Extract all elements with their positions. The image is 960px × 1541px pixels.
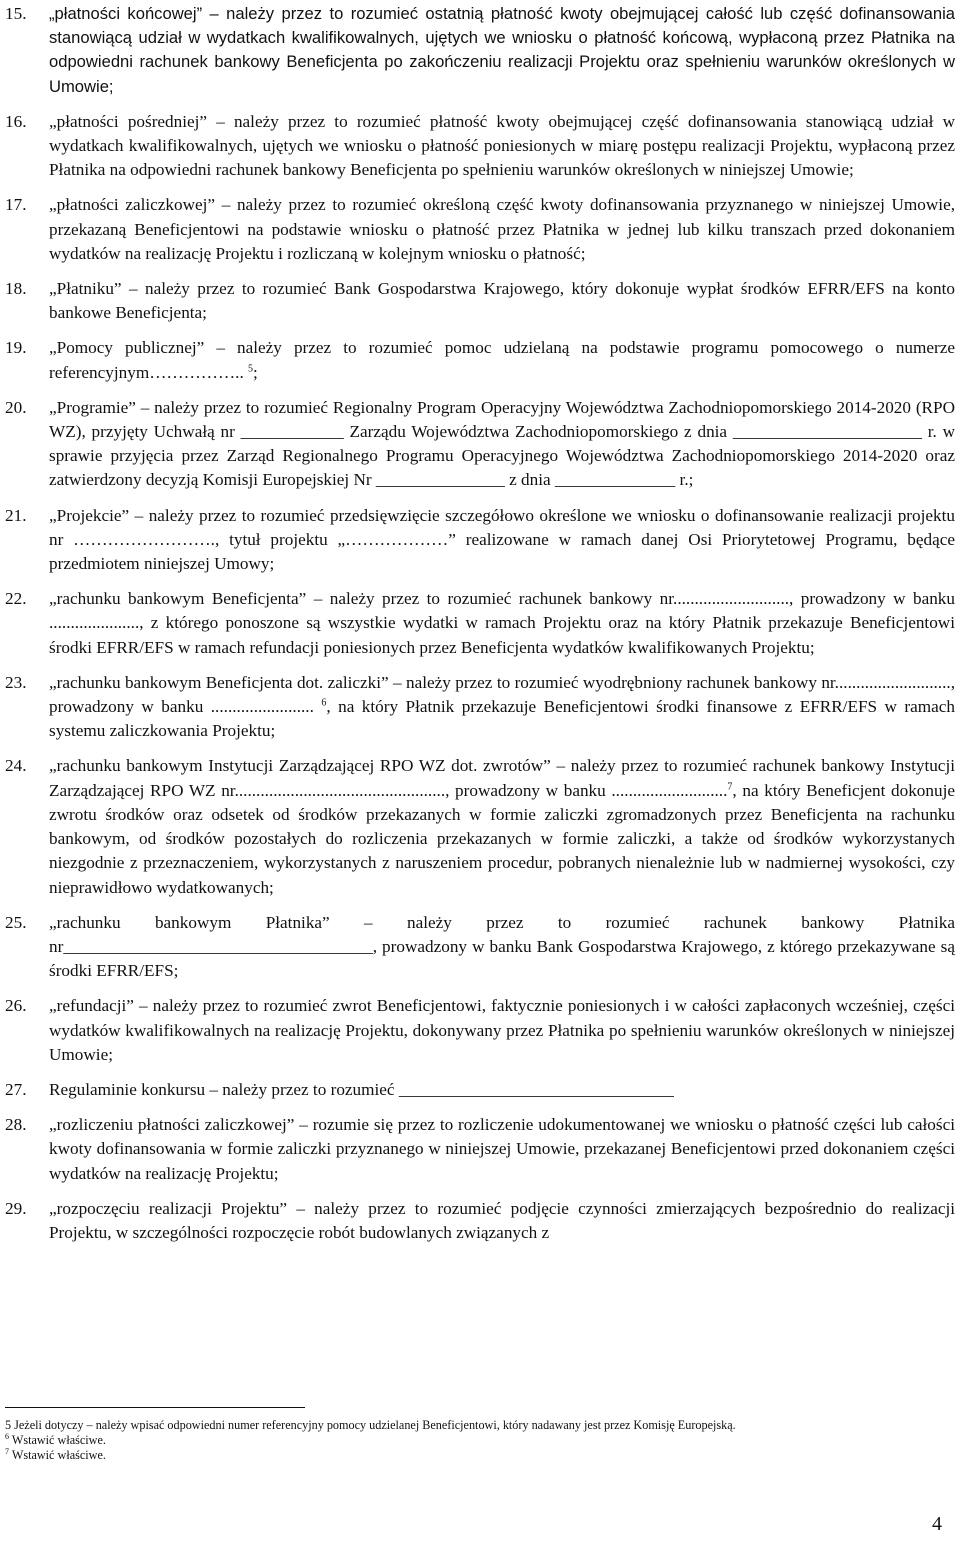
footnote (5, 1433, 955, 1448)
item-number: 28. (5, 1115, 27, 1135)
definition-item (5, 911, 955, 984)
item-text: „płatności zaliczkowej” – należy przez to rozumieć określoną część kwoty dofinansowania przyznanego w niniejszej Umowie, przekazaną Beneficjentowi na podstawie wniosku o płatność przez Płatnika w jednej lub kilku transzach przed dokonaniem wydatków na realizację Projektu i rozliczaną w kolejnym wniosku o płatność; (49, 195, 955, 263)
item-text-wrap (49, 754, 955, 899)
item-number: 17. (5, 195, 27, 215)
item-number: 18. (5, 279, 27, 299)
footnote-mark: 5 (5, 1418, 12, 1432)
definition-item (5, 336, 955, 384)
footnotes (5, 1418, 955, 1463)
item-number: 27. (5, 1079, 27, 1099)
item-number: 29. (5, 1198, 27, 1218)
footnote-separator (5, 1407, 305, 1408)
item-text: „Projekcie” – należy przez to rozumieć przedsięwzięcie szczegółowo określone we wniosku o dofinansowanie realizacji projektu nr ……………………., tytuł projektu „………………” realizowane w ramach danej Osi Priorytetowej Programu, będące przedmiotem niniejszej Umowy; (49, 505, 955, 574)
item-number: 25. (5, 912, 27, 932)
item-text: „rachunku bankowym Beneficjenta” – należy przez to rozumieć rachunek bankowy nr..........................., prowadzony w banku ....................., z którego ponoszone są wszystkie wydatki w ramach Projektu oraz na który Płatnik przekazuje Beneficjentowi środki EFRR/EFS w ramach refundacji poniesionych przez Beneficjenta wydatków kwalifikowanych Projektu; (49, 589, 955, 657)
item-number: 20. (5, 397, 27, 417)
item-text: „płatności końcowej” – należy przez to rozumieć ostatnią płatność kwoty obejmującej całość lub część dofinansowania stanowiącą udział w wydatkach kwalifikowalnych, ujętych we wniosku o płatność końcową, wypłaconą przez Płatnika na odpowiedni rachunek bankowy Beneficjenta po zakończeniu realizacji Projektu oraz spełnieniu warunków określonych w Umowie; (49, 4, 955, 96)
item-number: 23. (5, 672, 27, 692)
footnote-text: Wstawić właściwe. (11, 1448, 106, 1462)
item-text-tail: , na który Beneficjent dokonuje zwrotu środków oraz odsetek od środków przekazanych w formie zaliczki zgromadzonych przez Beneficjenta na rachunku bankowym, od środków pozostałych do rozliczenia przekazanych w formie zaliczki, a także od środków wykorzystanych niezgodnie z przeznaczeniem, wykorzystanych z naruszeniem procedur, pobranych nienależnie lub w nadmiernej wysokości, czy nieprawidłowo wydatkowanych; (49, 780, 955, 897)
item-number: 16. (5, 111, 27, 131)
footnote-text: Jeżeli dotyczy – należy wpisać odpowiedni numer referencyjny pomocy udzielanej Beneficjentowi, który nadawany jest przez Komisję Europejską. (14, 1418, 736, 1432)
definitions-list (5, 2, 955, 1256)
item-text: „Programie” – należy przez to rozumieć Regionalny Program Operacyjny Województwa Zachodniopomorskiego 2014-2020 (RPO WZ), przyjęty Uchwałą nr ____________ Zarządu Województwa Zachodniopomorskiego z dnia ______________________ r. w sprawie przyjęcia przez Zarząd Regionalnego Programu Operacyjnego Województwa Zachodniopomorskiego 2014-2020 oraz zatwierdzony decyzją Komisji Europejskiej Nr _______________ z dnia ______________ r.; (49, 397, 955, 490)
definition-item (5, 1078, 955, 1102)
item-number: 26. (5, 996, 27, 1016)
item-text: „płatności pośredniej” – należy przez to rozumieć płatność kwoty obejmującej część dofinansowania stanowiącą udział w wydatkach kwalifikowalnych, ujętych we wniosku o płatność poniesionych w miarę postępu realizacji Projektu, wypłaconą przez Płatnika na odpowiedni rachunek bankowy Beneficjenta po spełnieniu warunków określonych w niniejszej Umowie; (49, 111, 955, 180)
item-number: 21. (5, 505, 27, 525)
item-text: „Pomocy publicznej” – należy przez to rozumieć pomoc udzielaną na podstawie programu pomocowego o numerze referencyjnym…………….. (49, 338, 955, 382)
footnote (5, 1448, 955, 1463)
definition-item (5, 1197, 955, 1245)
item-text: „Płatniku” – należy przez to rozumieć Bank Gospodarstwa Krajowego, który dokonuje wypłat środków EFRR/EFS na konto bankowe Beneficjenta; (49, 279, 955, 323)
item-text: Regulaminie konkursu – należy przez to rozumieć ________________________________ (49, 1079, 674, 1099)
definition-item (5, 671, 955, 744)
definition-item (5, 754, 955, 899)
item-number: 24. (5, 756, 27, 776)
footnote-ref[interactable]: 5 (248, 362, 254, 374)
footnote-ref[interactable]: 6 (321, 697, 327, 709)
item-text: „refundacji” – należy przez to rozumieć zwrot Beneficjentowi, faktycznie poniesionych i w całości zapłaconych wcześniej, części wydatków kwalifikowalnych na realizację Projektu, dokonywany przez Płatnika po spełnieniu warunków określonych w niniejszej Umowie; (49, 996, 955, 1064)
item-text: „rozpoczęciu realizacji Projektu” – należy przez to rozumieć podjęcie czynności zmierzających bezpośrednio do realizacji Projektu, w szczególności rozpoczęcie robót budowlanych związanych z (49, 1198, 955, 1242)
item-text: „rachunku bankowym Instytucji Zarządzającej RPO WZ dot. zwrotów” – należy przez to rozumieć rachunek bankowy Instytucji Zarządzającej RPO WZ nr................................................., prowadzony w banku ........................... (49, 756, 955, 800)
footnote-text: Wstawić właściwe. (11, 1433, 106, 1447)
definition-item (5, 193, 955, 266)
definition-item (5, 587, 955, 660)
item-text-wrap (49, 671, 955, 744)
item-text-wrap (49, 336, 955, 384)
item-text-tail: ; (253, 362, 258, 382)
item-text: „rozliczeniu płatności zaliczkowej” – rozumie się przez to rozliczenie udokumentowanej we wniosku o płatność części lub całości kwoty dofinansowania w formie zaliczki przyznanego w niniejszej Umowie, przekazanej Beneficjentowi przed dokonaniem części wydatków na realizację Projektu; (49, 1115, 955, 1183)
item-number: 15. (5, 4, 27, 23)
item-number: 19. (5, 338, 27, 358)
footnote-mark: 6 (5, 1431, 9, 1441)
definition-item (5, 994, 955, 1067)
footnote-ref[interactable]: 7 (727, 780, 733, 792)
item-text-tail: , na który Płatnik przekazuje Beneficjentowi środki finansowe z EFRR/EFS w ramach systemu zaliczkowania Projektu; (49, 697, 955, 741)
definition-item (5, 504, 955, 577)
item-number: 22. (5, 589, 27, 609)
definition-item (5, 1113, 955, 1186)
definition-item (5, 110, 955, 183)
page-number: 4 (932, 1513, 942, 1535)
item-text: „rachunku bankowym Beneficjenta dot. zaliczki” – należy przez to rozumieć wyodrębniony rachunek bankowy nr..........................., prowadzony w banku ........................ (49, 672, 955, 717)
footnote-mark: 7 (5, 1446, 9, 1456)
footnote (5, 1418, 955, 1433)
definition-item (5, 277, 955, 325)
definition-item (5, 396, 955, 493)
item-text: „rachunku bankowym Płatnika” – należy przez to rozumieć rachunek bankowy Płatnika nr____________________________________, prowadzony w banku Bank Gospodarstwa Krajowego, z którego przekazywane są środki EFRR/EFS; (49, 912, 955, 981)
definition-item (5, 2, 955, 99)
